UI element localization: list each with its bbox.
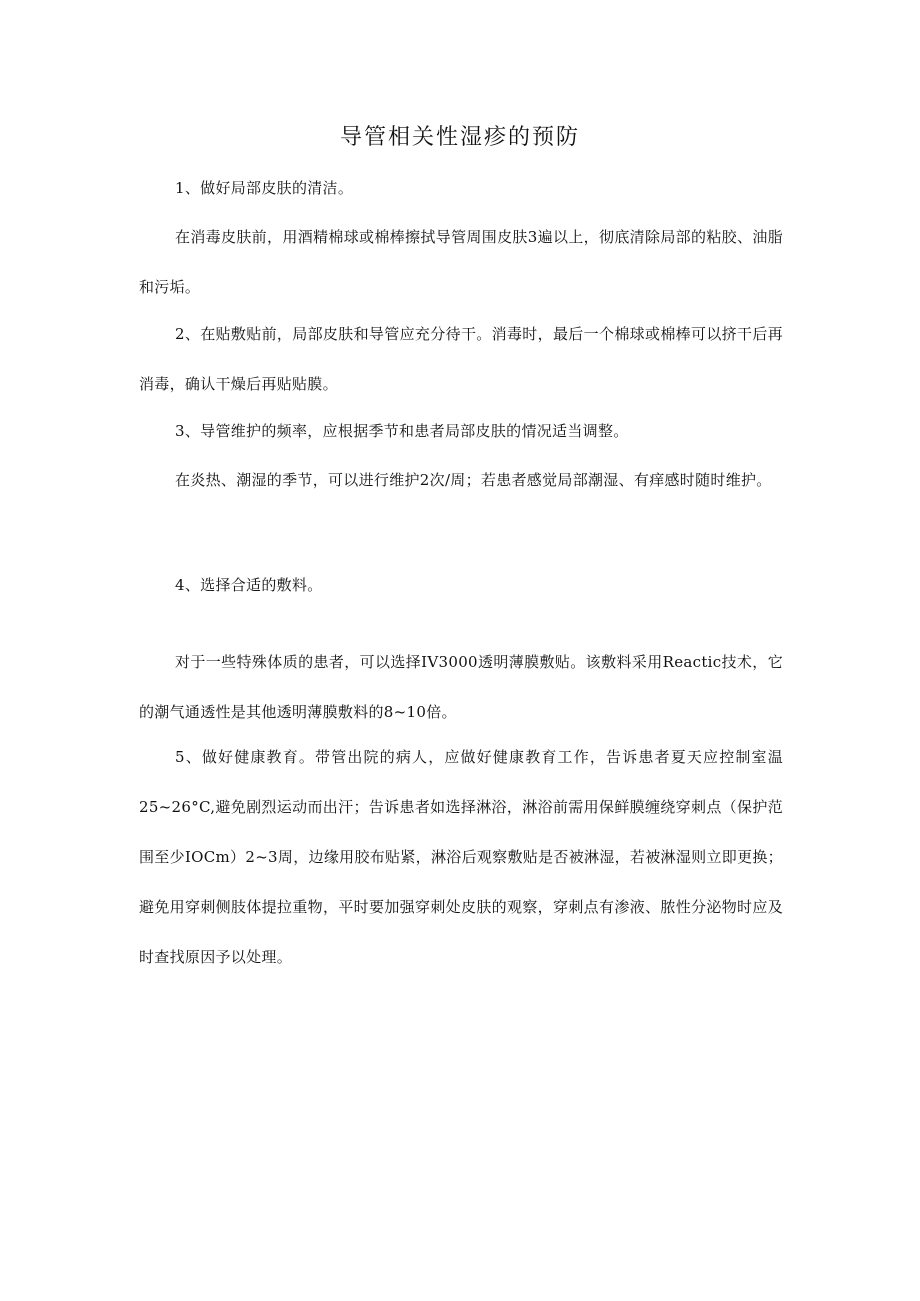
- paragraph-step-5: 5、做好健康教育。带管出院的病人，应做好健康教育工作，告诉患者夏天应控制室温25~26°C,避免剧烈运动而出汗；告诉患者如选择淋浴，淋浴前需用保鲜膜缠绕穿刺点（保护范围至少IOCm）2~3周，边缘用胶布贴紧，淋浴后观察敷贴是否被淋湿，若被淋湿则立即更换；避免用穿刺侧肢体提拉重物，平时要加强穿刺处皮肤的观察，穿刺点有渗液、脓性分泌物时应及时查找原因予以处理。: [139, 748, 783, 966]
- paragraph-frequency-detail: 在炎热、潮湿的季节，可以进行维护2次/周；若患者感觉局部潮湿、有痒感时随时维护。: [175, 471, 772, 489]
- paragraph-step-3: 3、导管维护的频率，应根据季节和患者局部皮肤的情况适当调整。: [175, 422, 629, 440]
- document-title: 导管相关性湿疹的预防: [339, 125, 580, 150]
- paragraph-step-2: 2、在贴敷贴前，局部皮肤和导管应充分待干。消毒时，最后一个棉球或棉棒可以挤干后再消毒，确认干燥后再贴贴膜。: [139, 325, 783, 393]
- paragraph-dressing-detail: 对于一些特殊体质的患者，可以选择IV3000透明薄膜敷贴。该敷料采用Reactic技术，它的潮气通透性是其他透明薄膜敷料的8~10倍。: [139, 653, 783, 721]
- paragraph-step-4: 4、选择合适的敷料。: [175, 576, 323, 594]
- paragraph-cleaning-detail: 在消毒皮肤前，用酒精棉球或棉棒擦拭导管周围皮肤3遍以上，彻底清除局部的粘胶、油脂和污垢。: [139, 228, 783, 296]
- paragraph-step-1: 1、做好局部皮肤的清洁。: [175, 179, 354, 197]
